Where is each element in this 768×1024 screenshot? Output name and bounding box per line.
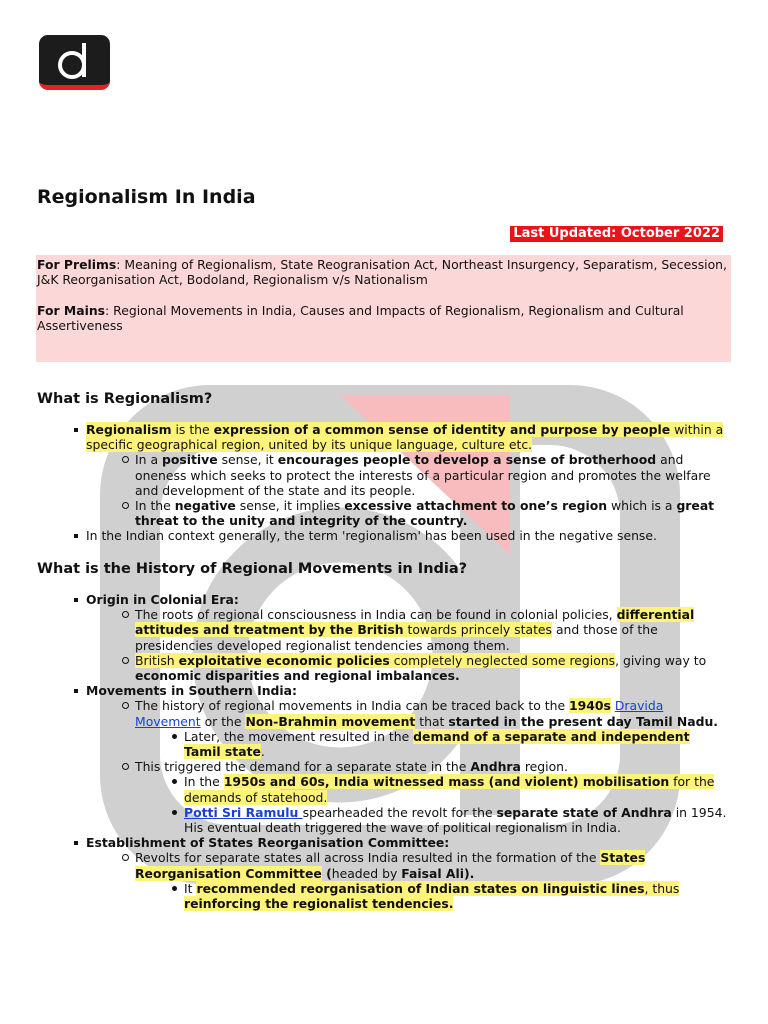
section-heading-history: What is the History of Regional Movements in India?	[37, 561, 468, 577]
potti-sri-ramulu-link[interactable]: Potti Sri Ramulu	[184, 804, 303, 820]
list-item: In the 1950s and 60s, India witnessed mass (and violent) mobilisation for the demands of statehood.	[0, 774, 728, 804]
list-item: Regionalism is the expression of a common sense of identity and purpose by people within a specific geographical region, united by its unique language, culture etc. In a positive sense, it encourages people to develop a sense of brotherhood and oneness which seeks to protect the interests of a particular region and promotes the welfare and development of the state and its people. In the negative sense, it implies excessive attachment to one’s region which is a great threat to the unity and integrity of the country.	[0, 422, 768, 528]
list-item: Potti Sri Ramulu spearheaded the revolt for the separate state of Andhra in 1954. His eventual death triggered the wave of political regionalism in India.	[0, 805, 728, 835]
history-list	[0, 592, 768, 911]
list-item: Origin in Colonial Era: The roots of regional consciousness in India can be found in colonial policies, differential attitudes and treatment by the British towards princely states and those of the presidencies developed regionalist tendencies among them. British exploitative economic policies completely neglected some regions, giving way to economic disparities and regional imbalances.	[0, 592, 768, 683]
last-updated-badge: Last Updated: October 2022	[510, 226, 723, 242]
dravida-movement-link[interactable]: Dravida Movement	[135, 698, 664, 729]
page-title: Regionalism In India	[37, 186, 256, 208]
list-item: Later, the movement resulted in the demand of a separate and independent Tamil state.	[0, 729, 728, 759]
list-item: British exploitative economic policies completely neglected some regions, giving way to economic disparities and regional imbalances.	[0, 653, 728, 683]
regionalism-list	[0, 422, 768, 544]
mains-line: For Mains: Regional Movements in India, Causes and Impacts of Regionalism, Regionalism and Cultural Assertiveness	[37, 303, 684, 333]
section-heading-what-is-regionalism: What is Regionalism?	[37, 391, 213, 407]
list-item: In a positive sense, it encourages people to develop a sense of brotherhood and oneness which seeks to protect the interests of a particular region and promotes the welfare and development of the state and its people.	[0, 452, 728, 498]
list-item: Movements in Southern India: The history of regional movements in India can be traced back to the 1940s Dravida Movement or the Non-Brahmin movement that started in the present day Tamil Nadu. Later, the movement resulted in the demand of a separate and independent Tamil state. This triggered the demand for a separate state in the Andhra region. In the 1950s and 60s, India witnessed mass (and violent) mobilisation for the demands of statehood. Potti Sri Ramulu spearheaded the revolt for the separate state of Andhra in 1954. His eventual death triggered the wave of political regionalism in India.	[0, 683, 768, 835]
list-item: The roots of regional consciousness in India can be found in colonial policies, differential attitudes and treatment by the British towards princely states and those of the presidencies developed regionalist tendencies among them.	[0, 607, 728, 653]
list-item: This triggered the demand for a separate state in the Andhra region. In the 1950s and 60s, India witnessed mass (and violent) mobilisation for the demands of statehood. Potti Sri Ramulu spearheaded the revolt for the separate state of Andhra in 1954. His eventual death triggered the wave of political regionalism in India.	[0, 759, 728, 835]
list-item: The history of regional movements in India can be traced back to the 1940s Dravida Movement or the Non-Brahmin movement that started in the present day Tamil Nadu. Later, the movement resulted in the demand of a separate and independent Tamil state.	[0, 698, 728, 759]
list-item: Establishment of States Reorganisation Committee: Revolts for separate states all across India resulted in the formation of the States Reorganisation Committee (headed by Faisal Ali). It recommended reorganisation of Indian states on linguistic lines, thus reinforcing the regionalist tendencies.	[0, 835, 768, 911]
list-item: In the negative sense, it implies excessive attachment to one’s region which is a great threat to the unity and integrity of the country.	[0, 498, 728, 528]
list-item: Revolts for separate states all across India resulted in the formation of the States Reorganisation Committee (headed by Faisal Ali). It recommended reorganisation of Indian states on linguistic lines, thus reinforcing the regionalist tendencies.	[0, 850, 728, 911]
list-item: In the Indian context generally, the term 'regionalism' has been used in the negative sense.	[0, 528, 768, 543]
list-item: It recommended reorganisation of Indian states on linguistic lines, thus reinforcing the regionalist tendencies.	[0, 881, 728, 911]
prelims-line: For Prelims: Meaning of Regionalism, State Reogranisation Act, Northeast Insurgency, Separatism, Secession, J&K Reorganisation Act, Bodoland, Regionalism v/s Nationalism	[37, 257, 727, 287]
syllabus-box	[36, 255, 731, 362]
